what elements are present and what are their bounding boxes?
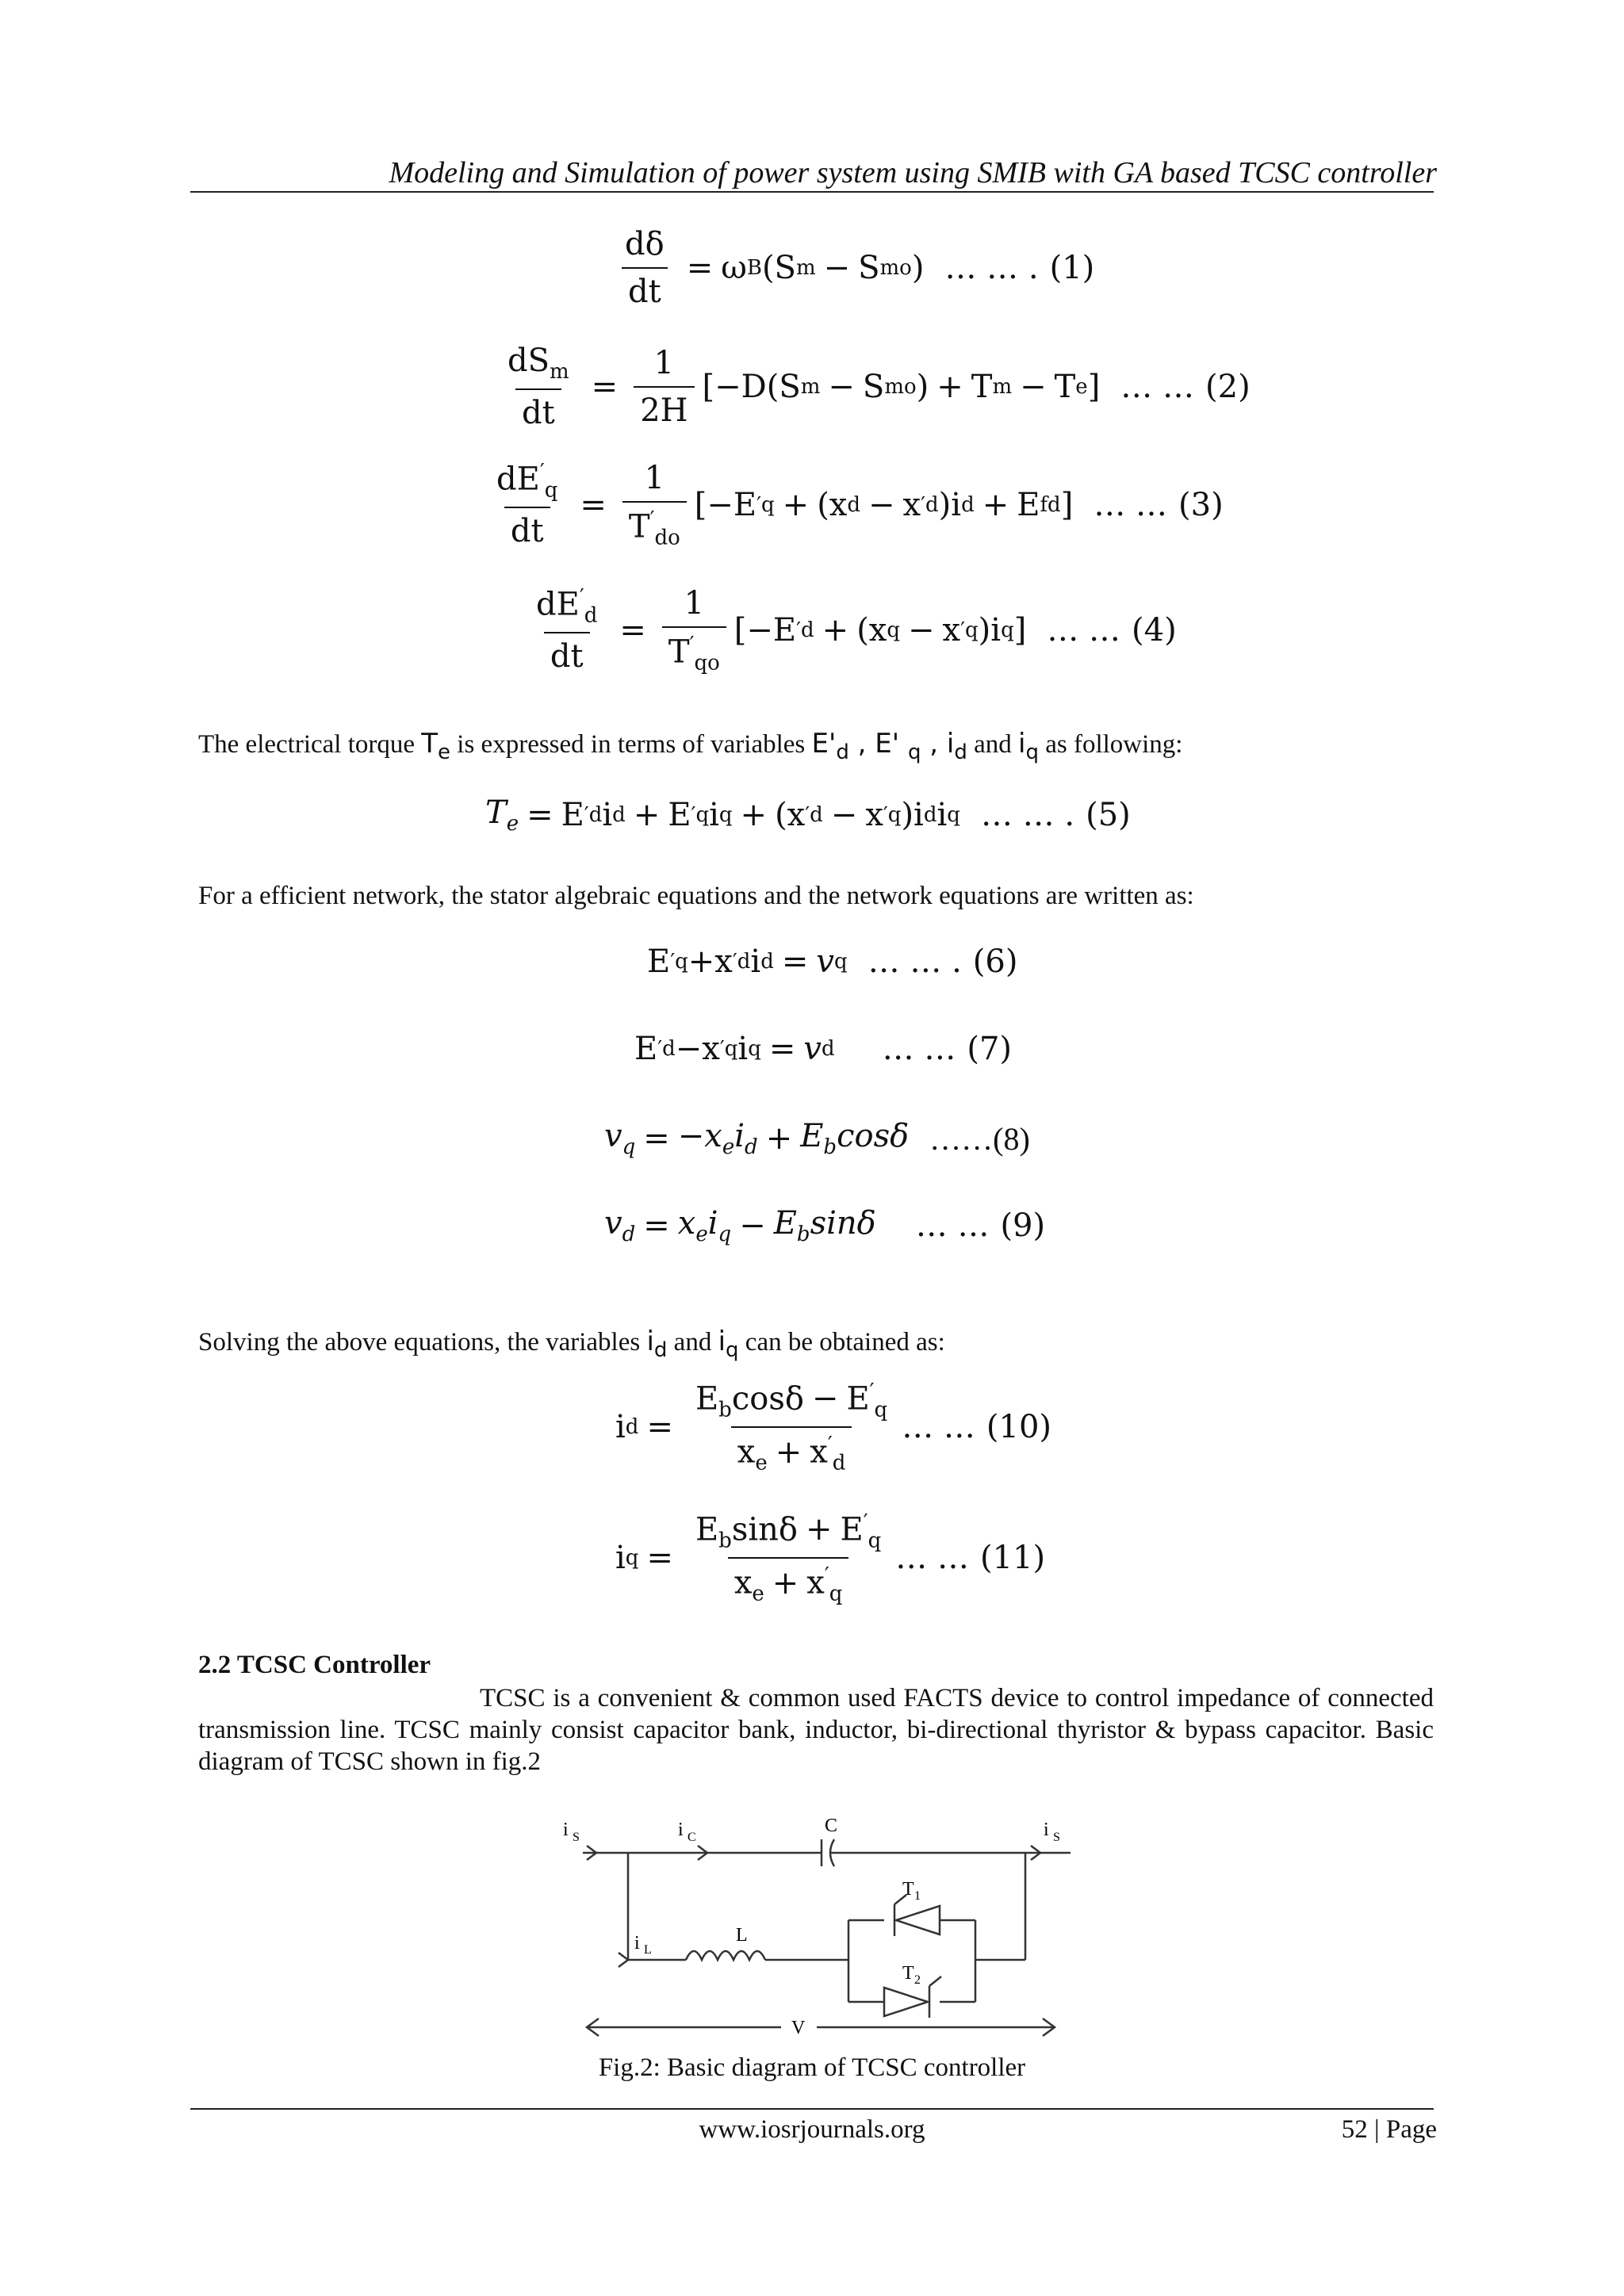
running-header: Modeling and Simulation of power system using SMIB with GA based TCSC controller — [389, 156, 1437, 189]
tcsc-diagram-figure — [555, 1808, 1078, 2045]
footer-rule — [190, 2108, 1434, 2110]
equation-8: $v_q$ = $-x_ei_d$ + $E_b\cos\delta$ …… (8) — [604, 1118, 1030, 1159]
equation-6-tag: (6) — [972, 943, 1018, 980]
footer-page-number: 52 | Page — [1341, 2115, 1437, 2144]
label-l: L — [736, 1925, 748, 1946]
tcsc-circuit-diagram — [555, 1808, 1078, 2045]
network-intro-paragraph: For a efficient network, the stator algebraic equations and the network equations are written as: — [198, 882, 1194, 910]
equation-5-tag: (5) — [1086, 797, 1131, 833]
equation-10-tag: (10) — [986, 1409, 1052, 1446]
label-ic: i — [678, 1820, 684, 1840]
equation-4-tag: (4) — [1132, 611, 1177, 649]
svg-text:S: S — [1053, 1831, 1060, 1844]
svg-text:1: 1 — [914, 1889, 921, 1903]
equation-1-tag: (1) — [1049, 250, 1095, 286]
equation-7-tag: (7) — [967, 1031, 1013, 1067]
solving-paragraph: Solving the above equations, the variables $i_d$ and $i_q$ can be obtained as: — [198, 1326, 945, 1362]
equation-5: $T_e$ = E ′ d i d + E ′ q i q + (x ′ d − x ′ q )i d i q … … . (5) — [485, 794, 1131, 836]
equation-11-tag: (11) — [980, 1540, 1046, 1577]
label-t2: T — [902, 1963, 914, 1984]
equation-2-tag: (2) — [1205, 369, 1251, 405]
header-rule — [190, 191, 1434, 193]
torque-intro-paragraph: The electrical torque $T_e$ is expressed in terms of variables $E'_d$ , E' $_q$ , $i_d$ and $i_q$ as following: — [198, 728, 1183, 764]
equation-9-tag: (9) — [1000, 1207, 1046, 1244]
equation-3: $\frac{dE'_q}{dt}$ = $\frac{1}{T'_{do}}$ [−E ′ q + (x d − x ′ d )i d + E fd ] … … (3) — [496, 460, 1224, 550]
svg-text:C: C — [688, 1831, 696, 1844]
equation-11: i q = $\frac{E_b\sin\delta + E'_q}{x_e + x'_q}$ … … (11) — [615, 1510, 1046, 1606]
equation-4: $\frac{dE'_d}{dt}$ = $\frac{1}{T'_{qo}}$ [−E ′ d + (x q − x ′ q )i q ] … … (4) — [536, 585, 1177, 675]
label-il: i — [634, 1933, 640, 1954]
equation-6: E ′ q +x ′ d i d = v q … … . (6) — [647, 943, 1018, 980]
tcsc-paragraph: TCSC is a convenient & common used FACTS device to control impedance of connected transmission line. TCSC mainly consist capacitor bank, inductor, bi-directional thyristor & bypass capacitor. Basic diagram of TCSC shown in fig.2 — [198, 1684, 1434, 1776]
equation-2: $\frac{dS_m}{dt}$ = $\frac{1}{2H}$ [−D(S m − S mo ) + T m − T e ] … … (2) — [508, 342, 1251, 431]
equation-9: $v_d$ = $x_ei_q$ − $E_b\sin\delta$ … … (9) — [604, 1205, 1046, 1246]
label-v: V — [791, 2018, 806, 2038]
equation-8-tag: (8) — [993, 1120, 1030, 1157]
label-is-right: i — [1044, 1820, 1049, 1840]
svg-text:S: S — [573, 1831, 580, 1844]
section-heading-tcsc: 2.2 TCSC Controller — [198, 1651, 431, 1679]
equation-7: E ′ d −x ′ q i q = v d … … (7) — [634, 1031, 1013, 1067]
figure-caption: Fig.2: Basic diagram of TCSC controller — [598, 2053, 1026, 2082]
equation-3-tag: (3) — [1178, 486, 1224, 523]
label-t1: T — [902, 1879, 914, 1900]
label-c: C — [825, 1816, 838, 1836]
label-is-left: i — [563, 1820, 569, 1840]
svg-text:L: L — [644, 1943, 652, 1957]
svg-text:2: 2 — [914, 1973, 921, 1987]
equation-1: $\frac{d\delta}{dt}$ = ω B (S m − S mo ) … … . (1) — [611, 226, 1094, 310]
footer-url: www.iosrjournals.org — [699, 2115, 925, 2144]
equation-10: i d = $\frac{E_b\cos\delta - E'_q}{x_e + x'_d}$ … … (10) — [615, 1380, 1052, 1475]
